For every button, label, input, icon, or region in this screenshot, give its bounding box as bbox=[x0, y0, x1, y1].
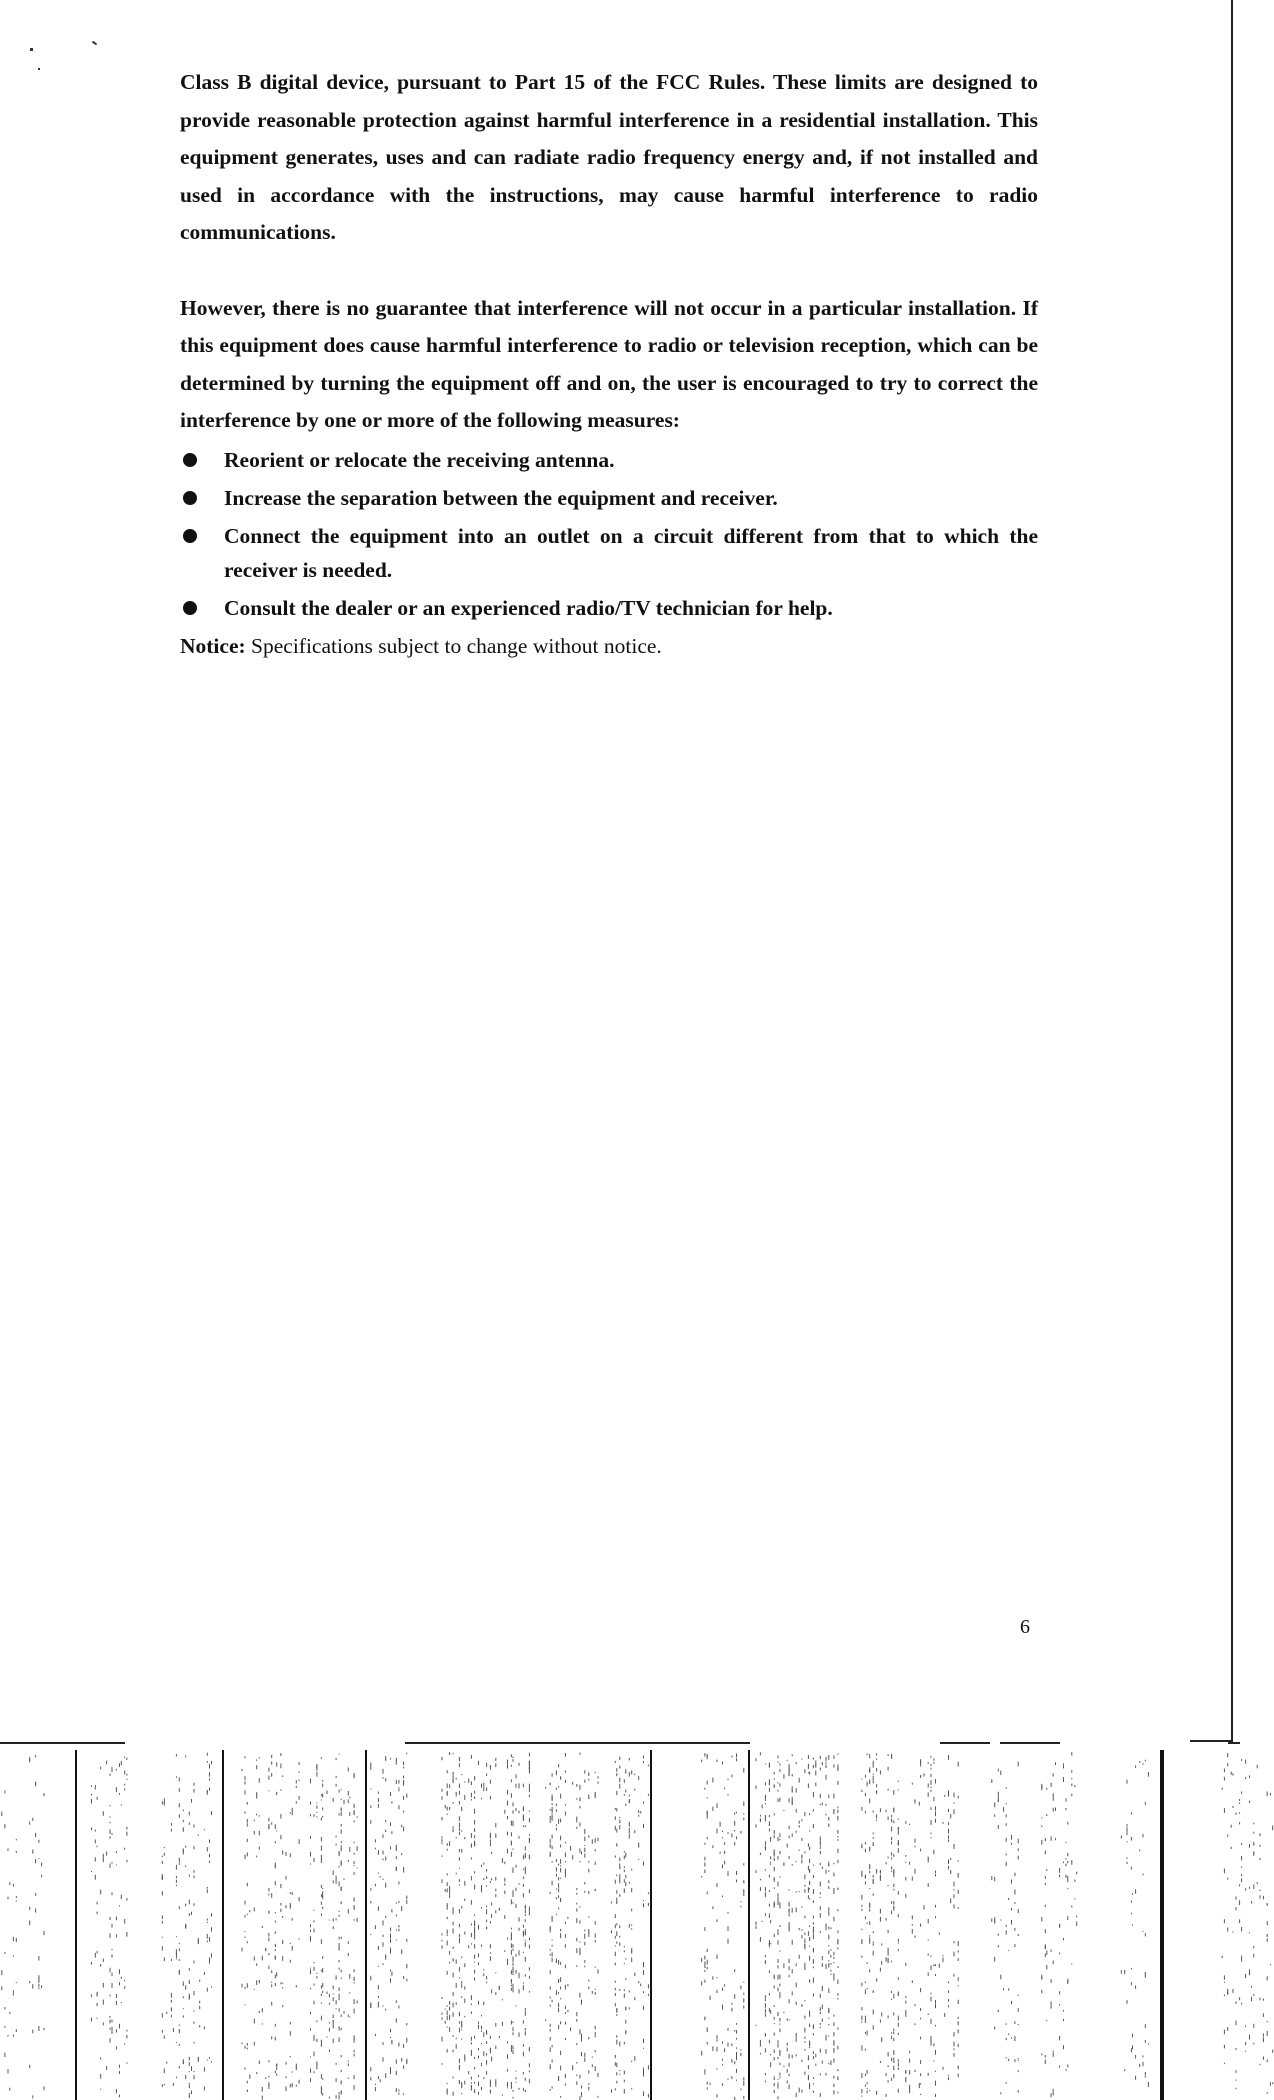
list-item-text: Connect the equipment into an outlet on a circuit different from that to which the receiver is needed. bbox=[224, 523, 1038, 582]
scan-speck bbox=[38, 68, 40, 70]
bullet-icon bbox=[183, 453, 197, 467]
notice-label: Notice: bbox=[180, 633, 246, 658]
list-item-text: Reorient or relocate the receiving antenna. bbox=[224, 447, 615, 472]
paragraph-interference: However, there is no guarantee that interference will not occur in a particular installation. If this equipment does cause harmful interference to radio or television reception, which can be determined by turning the equipment off and on, the user is encouraged to try to correct the interference by one or more of the following measures: bbox=[180, 295, 1038, 432]
page-number: 6 bbox=[1020, 1616, 1030, 1638]
list-item bbox=[180, 481, 1038, 515]
bullet-icon bbox=[183, 491, 197, 505]
notice-line bbox=[180, 629, 1038, 663]
list-item bbox=[180, 519, 1038, 587]
list-item bbox=[180, 591, 1038, 625]
paragraph-fcc-class-b: Class B digital device, pursuant to Part 15 of the FCC Rules. These limits are designed to provide reasonable protection against harmful interference in a residential installation. This equipment generates, uses and can radiate radio frequency energy and, if not installed and used in accordance with the instructions, may cause harmful interference to radio communications. bbox=[180, 70, 1038, 244]
bullet-icon bbox=[183, 529, 197, 543]
page-edge bbox=[1231, 0, 1233, 1740]
measures-list bbox=[180, 443, 1038, 625]
scan-speck bbox=[30, 48, 33, 51]
scan-speck bbox=[92, 41, 97, 46]
scan-artifact-strip bbox=[0, 1742, 1274, 2100]
notice-text: Specifications subject to change without notice. bbox=[245, 633, 662, 658]
list-item-text: Increase the separation between the equipment and receiver. bbox=[224, 485, 778, 510]
list-item bbox=[180, 443, 1038, 477]
document-body bbox=[180, 64, 1038, 663]
list-item-text: Consult the dealer or an experienced radio/TV technician for help. bbox=[224, 595, 833, 620]
bullet-icon bbox=[183, 601, 197, 615]
